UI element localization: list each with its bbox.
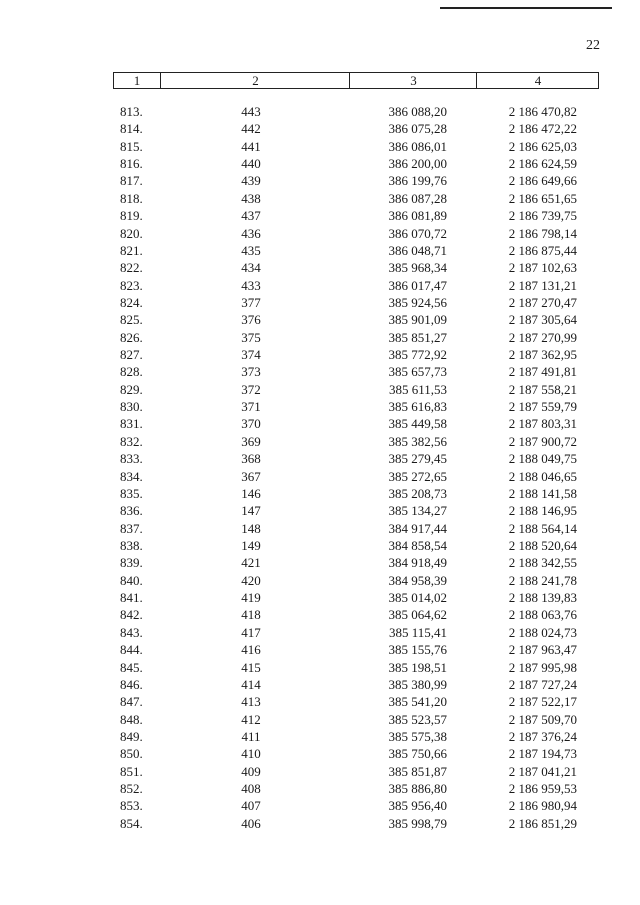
point-id: 371 [241,399,261,415]
point-id: 368 [241,451,261,467]
table-row [0,329,640,346]
table-row [0,207,640,224]
table-row [0,120,640,137]
row-number: 838. [120,537,143,553]
coordinate-x: 385 956,40 [388,798,447,814]
row-number: 813. [120,104,143,119]
coordinate-y: 2 186 472,22 [508,121,577,137]
coordinate-y: 2 186 980,94 [508,798,577,814]
table-row [0,311,640,328]
coordinate-y: 2 186 470,82 [508,104,577,119]
point-id: 417 [241,624,261,640]
coordinate-y: 2 187 727,24 [508,676,577,692]
table-row [0,450,640,467]
coordinate-x: 384 917,44 [388,520,447,536]
coordinate-x: 385 924,56 [388,294,447,310]
coordinate-y: 2 187 041,21 [508,763,577,779]
coordinate-x: 385 134,27 [388,503,447,519]
row-number: 830. [120,399,143,415]
coordinate-x: 385 772,92 [388,347,447,363]
row-number: 834. [120,468,143,484]
row-number: 843. [120,624,143,640]
table-row [0,259,640,276]
point-id: 416 [241,642,261,658]
coordinate-x: 384 858,54 [388,537,447,553]
row-number: 845. [120,659,143,675]
coordinate-x: 385 657,73 [388,364,447,380]
coordinate-x: 386 087,28 [388,190,447,206]
row-number: 826. [120,329,143,345]
coordinate-y: 2 187 522,17 [508,694,577,710]
point-id: 146 [241,485,261,501]
row-number: 839. [120,555,143,571]
coordinate-y: 2 187 559,79 [508,399,577,415]
point-id: 443 [241,104,261,119]
row-number: 846. [120,676,143,692]
point-id: 408 [241,781,261,797]
coordinate-y: 2 187 194,73 [508,746,577,762]
table-row [0,676,640,693]
coordinate-x: 385 851,87 [388,763,447,779]
coordinate-x: 385 886,80 [388,781,447,797]
coordinate-y: 2 188 241,78 [508,572,577,588]
coordinate-y: 2 187 305,64 [508,312,577,328]
row-number: 820. [120,225,143,241]
point-id: 413 [241,694,261,710]
coordinate-x: 386 199,76 [388,173,447,189]
coordinate-y: 2 188 146,95 [508,503,577,519]
coordinate-y: 2 187 558,21 [508,381,577,397]
row-number: 850. [120,746,143,762]
point-id: 148 [241,520,261,536]
coordinate-y: 2 187 491,81 [508,364,577,380]
coordinate-x: 385 750,66 [388,746,447,762]
coordinate-x: 385 851,27 [388,329,447,345]
table-row [0,468,640,485]
point-id: 376 [241,312,261,328]
coordinate-y: 2 188 024,73 [508,624,577,640]
point-id: 407 [241,798,261,814]
coordinate-x: 385 272,65 [388,468,447,484]
point-id: 406 [241,815,261,831]
row-number: 841. [120,590,143,606]
table-row [0,659,640,676]
point-id: 373 [241,364,261,380]
row-number: 837. [120,520,143,536]
table-row [0,485,640,502]
table-row [0,346,640,363]
row-number: 842. [120,607,143,623]
row-number: 836. [120,503,143,519]
row-number: 823. [120,277,143,293]
row-number: 827. [120,347,143,363]
column-header-1: 1 [133,73,141,88]
coordinate-x: 385 064,62 [388,607,447,623]
coordinate-x: 386 070,72 [388,225,447,241]
point-id: 412 [241,711,261,727]
coordinate-x: 385 198,51 [388,659,447,675]
coordinate-y: 2 186 798,14 [508,225,577,241]
coordinate-x: 385 115,41 [388,624,447,640]
row-number: 821. [120,242,143,258]
table-row [0,190,640,207]
coordinate-y: 2 187 509,70 [508,711,577,727]
coordinate-y: 2 187 995,98 [508,659,577,675]
point-id: 415 [241,659,261,675]
row-number: 814. [120,121,143,137]
coordinate-x: 385 575,38 [388,728,447,744]
coordinate-y: 2 188 046,65 [508,468,577,484]
point-id: 441 [241,138,261,154]
row-number: 851. [120,763,143,779]
coordinate-y: 2 187 102,63 [508,260,577,276]
point-id: 437 [241,208,261,224]
row-number: 848. [120,711,143,727]
coordinate-y: 2 188 063,76 [508,607,577,623]
coordinate-y: 2 186 959,53 [508,781,577,797]
coordinate-y: 2 188 342,55 [508,555,577,571]
coordinate-x: 386 086,01 [388,138,447,154]
table-row [0,641,640,658]
point-id: 420 [241,572,261,588]
coordinate-y: 2 187 131,21 [508,277,577,293]
table-row [0,711,640,728]
row-number: 849. [120,728,143,744]
coordinate-x: 385 998,79 [388,815,447,831]
table-body [0,103,640,832]
table-row [0,225,640,242]
row-number: 815. [120,138,143,154]
table-row [0,693,640,710]
row-number: 844. [120,642,143,658]
coordinate-y: 2 186 875,44 [508,242,577,258]
coordinate-x: 384 958,39 [388,572,447,588]
point-id: 419 [241,590,261,606]
row-number: 818. [120,190,143,206]
coordinate-y: 2 188 520,64 [508,537,577,553]
point-id: 433 [241,277,261,293]
coordinate-y: 2 187 376,24 [508,728,577,744]
coordinate-y: 2 186 851,29 [508,815,577,831]
table-row [0,624,640,641]
coordinate-x: 385 611,53 [388,381,447,397]
point-id: 442 [241,121,261,137]
point-id: 411 [241,728,261,744]
coordinate-x: 385 380,99 [388,676,447,692]
row-number: 852. [120,781,143,797]
coordinate-x: 386 048,71 [388,242,447,258]
table-row [0,606,640,623]
table-row [0,728,640,745]
coordinate-x: 385 208,73 [388,485,447,501]
coordinate-x: 385 382,56 [388,433,447,449]
coordinate-x: 385 523,57 [388,711,447,727]
point-id: 435 [241,242,261,258]
coordinate-y: 2 187 963,47 [508,642,577,658]
coordinate-y: 2 187 362,95 [508,347,577,363]
coordinate-y: 2 187 270,47 [508,294,577,310]
coordinate-x: 385 616,83 [388,399,447,415]
point-id: 374 [241,347,261,363]
point-id: 375 [241,329,261,345]
coordinate-y: 2 186 625,03 [508,138,577,154]
point-id: 409 [241,763,261,779]
point-id: 418 [241,607,261,623]
row-number: 833. [120,451,143,467]
coordinate-x: 386 075,28 [388,121,447,137]
table-row [0,415,640,432]
coordinate-y: 2 188 139,83 [508,590,577,606]
table-row [0,398,640,415]
table-row [0,103,640,120]
point-id: 370 [241,416,261,432]
point-id: 434 [241,260,261,276]
point-id: 377 [241,294,261,310]
table-row [0,363,640,380]
point-id: 367 [241,468,261,484]
table-row [0,763,640,780]
coordinate-x: 385 901,09 [388,312,447,328]
table-header [113,72,599,89]
point-id: 147 [241,503,261,519]
coordinate-x: 384 918,49 [388,555,447,571]
row-number: 847. [120,694,143,710]
point-id: 369 [241,433,261,449]
table-row [0,537,640,554]
coordinate-y: 2 186 624,59 [508,156,577,172]
coordinate-x: 385 155,76 [388,642,447,658]
point-id: 414 [241,676,261,692]
point-id: 440 [241,156,261,172]
coordinate-y: 2 186 649,66 [508,173,577,189]
coordinate-x: 386 088,20 [388,104,447,119]
row-number: 822. [120,260,143,276]
top-rule [440,7,612,9]
table-row [0,294,640,311]
column-header-3: 3 [349,73,477,88]
row-number: 828. [120,364,143,380]
row-number: 824. [120,294,143,310]
coordinate-y: 2 186 739,75 [508,208,577,224]
table-row [0,554,640,571]
coordinate-x: 385 968,34 [388,260,447,276]
row-number: 854. [120,815,143,831]
point-id: 372 [241,381,261,397]
coordinate-x: 385 449,58 [388,416,447,432]
table-row [0,589,640,606]
row-number: 840. [120,572,143,588]
table-row [0,815,640,832]
table-row [0,155,640,172]
column-header-2: 2 [160,73,350,88]
coordinate-y: 2 188 141,58 [508,485,577,501]
table-row [0,780,640,797]
row-number: 825. [120,312,143,328]
coordinate-x: 385 541,20 [388,694,447,710]
row-number: 829. [120,381,143,397]
table-row [0,745,640,762]
point-id: 421 [241,555,261,571]
row-number: 817. [120,173,143,189]
point-id: 438 [241,190,261,206]
table-row [0,572,640,589]
point-id: 439 [241,173,261,189]
row-number: 819. [120,208,143,224]
page-number: 22 [586,38,600,53]
table-row [0,381,640,398]
table-row [0,797,640,814]
table-row [0,520,640,537]
coordinate-y: 2 188 049,75 [508,451,577,467]
row-number: 835. [120,485,143,501]
coordinate-y: 2 187 270,99 [508,329,577,345]
point-id: 436 [241,225,261,241]
table-row [0,242,640,259]
coordinate-x: 385 279,45 [388,451,447,467]
row-number: 831. [120,416,143,432]
coordinate-y: 2 188 564,14 [508,520,577,536]
table-row [0,502,640,519]
coordinate-x: 386 200,00 [388,156,447,172]
row-number: 853. [120,798,143,814]
coordinate-y: 2 186 651,65 [508,190,577,206]
coordinate-x: 386 017,47 [388,277,447,293]
table-row [0,277,640,294]
point-id: 410 [241,746,261,762]
coordinate-y: 2 187 900,72 [508,433,577,449]
coordinate-y: 2 187 803,31 [508,416,577,432]
table-row [0,172,640,189]
row-number: 832. [120,433,143,449]
coordinate-x: 385 014,02 [388,590,447,606]
table-row [0,433,640,450]
point-id: 149 [241,537,261,553]
table-row [0,138,640,155]
row-number: 816. [120,156,143,172]
coordinate-x: 386 081,89 [388,208,447,224]
column-header-4: 4 [476,73,599,88]
